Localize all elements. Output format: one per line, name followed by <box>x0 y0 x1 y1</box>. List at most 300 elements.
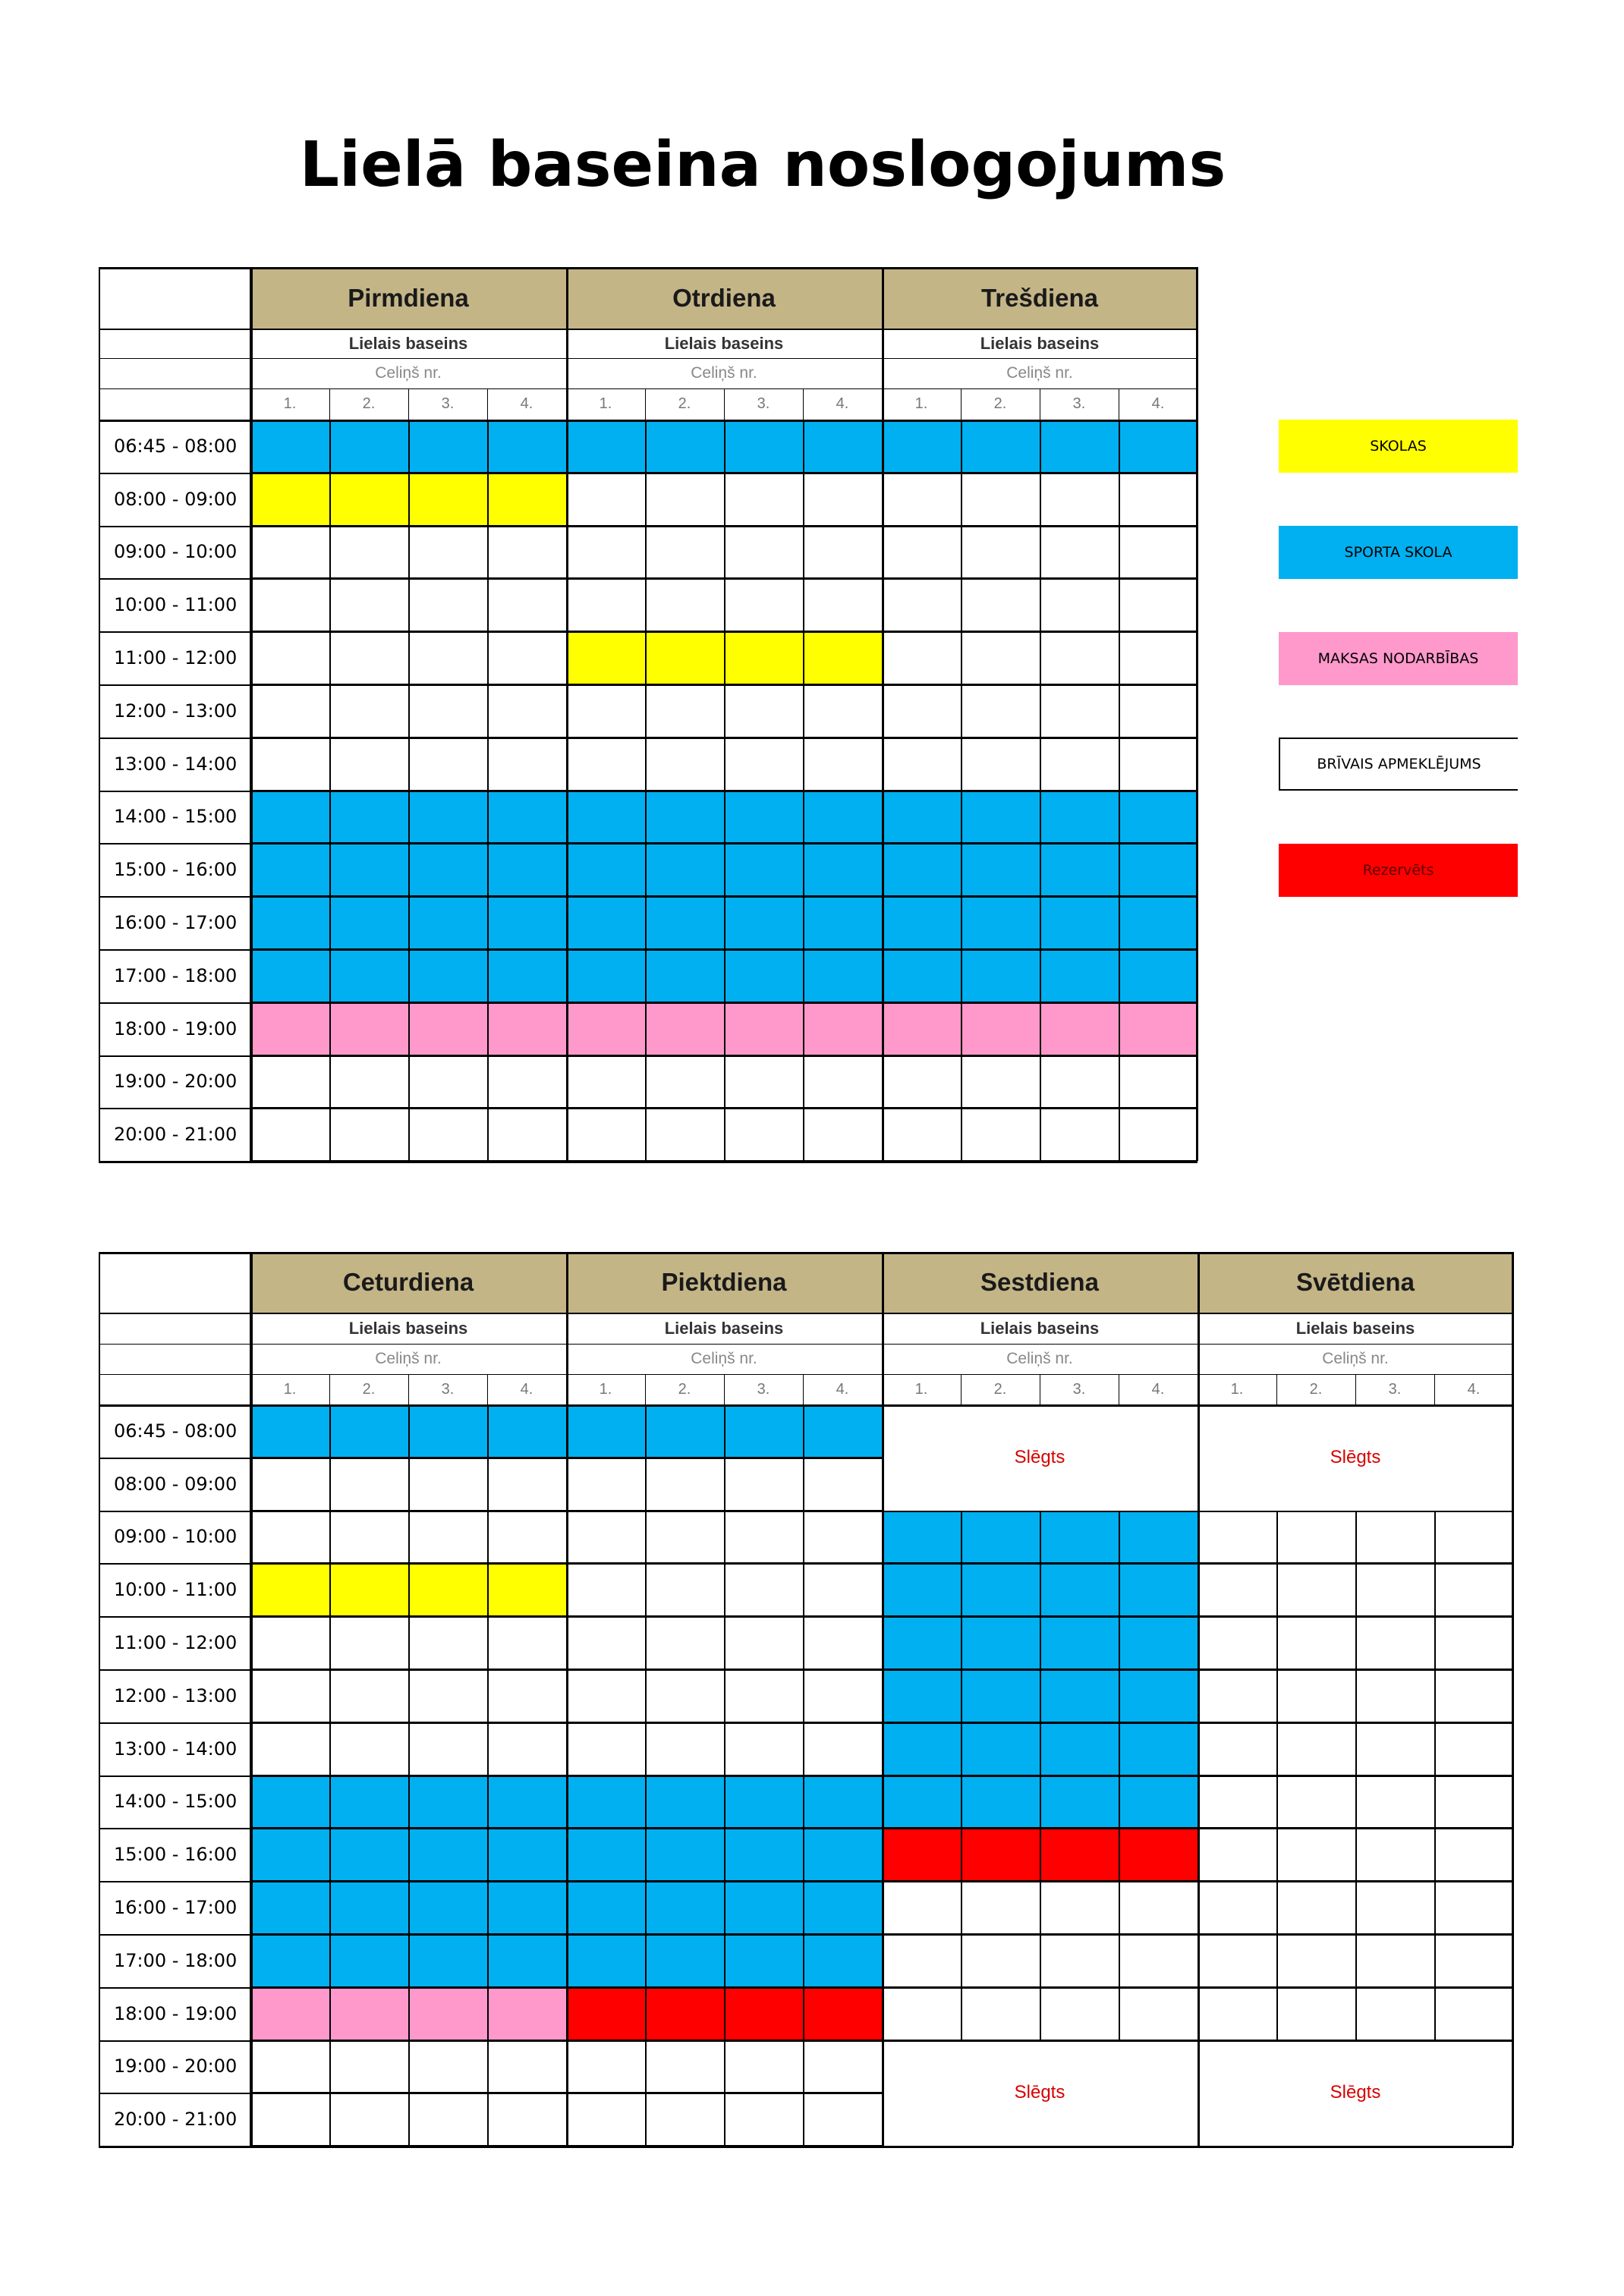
grid-line <box>487 1055 489 1109</box>
slot-cell <box>724 843 803 896</box>
slot-cell <box>1040 1934 1119 1987</box>
grid-line <box>329 1722 408 1724</box>
grid-line <box>250 267 252 1161</box>
grid-line <box>329 1669 408 1671</box>
grid-line <box>724 1616 803 1618</box>
slot-cell <box>645 1828 724 1881</box>
grid-line <box>99 388 1198 389</box>
grid-line <box>724 1458 803 1459</box>
grid-line <box>1119 1669 1198 1671</box>
slot-cell <box>1276 1881 1355 1934</box>
grid-line <box>329 631 331 684</box>
grid-line <box>99 949 250 951</box>
grid-line <box>1198 1987 1276 1989</box>
slot-cell <box>724 1722 803 1775</box>
grid-line <box>803 791 882 792</box>
slot-cell <box>329 1934 408 1987</box>
grid-line <box>724 1775 803 1777</box>
grid-line <box>803 1563 882 1565</box>
grid-line <box>645 526 647 579</box>
grid-line <box>645 684 724 686</box>
grid-line <box>645 843 647 896</box>
slot-cell <box>645 843 724 896</box>
grid-line <box>882 526 961 527</box>
slot-cell <box>250 1563 329 1616</box>
slot-cell <box>408 1002 487 1055</box>
slot-cell <box>408 1563 487 1616</box>
grid-line <box>724 1828 803 1829</box>
slot-cell <box>1119 1987 1198 2040</box>
slot-cell <box>566 949 645 1002</box>
grid-line <box>1040 1987 1041 2040</box>
grid-line <box>1040 1775 1041 1829</box>
grid-line <box>329 1055 408 1057</box>
grid-line <box>408 1374 409 1404</box>
grid-line <box>803 1404 804 1458</box>
slot-cell <box>803 1002 882 1055</box>
grid-line <box>408 1881 410 1934</box>
grid-line <box>1040 631 1041 684</box>
grid-line <box>487 1055 566 1057</box>
grid-line <box>1355 1669 1434 1671</box>
grid-line <box>99 2040 250 2042</box>
slot-cell <box>803 1563 882 1616</box>
slot-cell <box>566 1775 645 1829</box>
slot-cell <box>882 1055 961 1109</box>
time-label: 17:00 - 18:00 <box>114 964 238 986</box>
slot-cell <box>724 1881 803 1934</box>
slot-cell <box>250 473 329 526</box>
grid-line <box>487 1987 489 2040</box>
grid-line <box>961 473 1040 474</box>
grid-line <box>1040 1881 1041 1934</box>
slot-cell <box>1276 1511 1355 1564</box>
grid-line <box>566 1934 645 1936</box>
grid-line <box>566 1669 645 1671</box>
grid-line <box>803 1828 882 1829</box>
grid-line <box>724 896 725 949</box>
grid-line <box>961 1775 962 1829</box>
grid-line <box>1434 1616 1513 1618</box>
grid-line <box>408 1563 487 1565</box>
grid-line <box>803 526 804 579</box>
slot-cell <box>1119 1775 1198 1829</box>
slot-cell <box>724 1669 803 1722</box>
grid-line <box>803 684 804 738</box>
grid-line <box>408 631 487 633</box>
grid-line <box>1434 1374 1435 1404</box>
slot-cell <box>645 526 724 579</box>
grid-line <box>882 1616 961 1618</box>
grid-line <box>1040 1108 1041 1161</box>
grid-line <box>487 578 489 631</box>
slot-cell <box>329 1108 408 1161</box>
closed-block: Slēgts <box>882 1404 1198 1511</box>
grid-line <box>566 1775 645 1777</box>
grid-line <box>329 473 408 474</box>
grid-line <box>487 1722 489 1775</box>
grid-line <box>329 843 408 844</box>
grid-line <box>250 1987 329 1989</box>
grid-line <box>803 631 882 633</box>
slot-cell <box>1040 526 1119 579</box>
grid-line <box>645 1374 646 1404</box>
grid-line <box>99 1934 250 1936</box>
grid-line <box>250 1511 329 1512</box>
grid-line <box>487 949 489 1002</box>
grid-line <box>1355 1934 1434 1936</box>
slot-cell <box>803 684 882 738</box>
grid-line <box>487 1881 489 1934</box>
lane-number: 3. <box>1072 1380 1086 1398</box>
grid-line <box>1040 949 1119 951</box>
slot-cell <box>803 1881 882 1934</box>
grid-line <box>1040 1722 1119 1724</box>
time-label: 16:00 - 17:00 <box>114 1897 238 1919</box>
slot-cell <box>408 1511 487 1564</box>
slot-cell <box>1434 1563 1513 1616</box>
slot-cell <box>961 1108 1040 1161</box>
grid-line <box>961 1108 1040 1109</box>
grid-line <box>250 1775 329 1777</box>
slot-cell <box>566 1934 645 1987</box>
grid-line <box>1040 896 1041 949</box>
grid-line <box>1040 896 1119 898</box>
time-label: 19:00 - 20:00 <box>114 1071 238 1093</box>
slot-cell <box>329 1828 408 1881</box>
grid-line <box>487 631 566 633</box>
slot-cell <box>1198 1828 1276 1881</box>
grid-line <box>1040 1987 1119 1989</box>
grid-line <box>803 2093 882 2094</box>
grid-line <box>329 1458 331 1511</box>
slot-cell <box>408 791 487 844</box>
grid-line <box>803 388 804 420</box>
grid-line <box>1276 1722 1355 1724</box>
slot-cell <box>961 1775 1040 1829</box>
slot-cell <box>1198 1669 1276 1722</box>
grid-line <box>566 1722 645 1724</box>
slot-cell <box>329 949 408 1002</box>
day-header: Trešdiena <box>882 267 1198 329</box>
grid-line <box>1355 1669 1357 1722</box>
slot-cell <box>803 420 882 473</box>
grid-line <box>724 473 803 474</box>
grid-line <box>724 1563 725 1616</box>
slot-cell <box>645 631 724 684</box>
slot-cell <box>329 420 408 473</box>
slot-cell <box>250 949 329 1002</box>
slot-cell <box>1355 1881 1434 1934</box>
slot-cell <box>250 791 329 844</box>
grid-line <box>724 1934 803 1936</box>
grid-line <box>566 791 645 792</box>
grid-line <box>803 1458 882 1459</box>
grid-line <box>882 843 961 844</box>
grid-line <box>99 1458 250 1459</box>
lane-number: 3. <box>757 395 770 412</box>
grid-line <box>882 1108 961 1109</box>
slot-cell <box>803 1722 882 1775</box>
grid-line <box>99 843 250 844</box>
grid-line <box>645 631 724 633</box>
grid-line <box>487 388 488 420</box>
slot-cell <box>1355 1934 1434 1987</box>
grid-line <box>566 526 645 527</box>
slot-cell <box>250 578 329 631</box>
slot-cell <box>329 1987 408 2040</box>
day-header: Piektdiena <box>566 1252 882 1313</box>
grid-line <box>882 1934 961 1936</box>
slot-cell <box>487 1828 566 1881</box>
grid-line <box>1119 738 1198 739</box>
grid-line <box>1355 1828 1357 1881</box>
slot-cell <box>487 896 566 949</box>
slot-cell <box>566 1881 645 1934</box>
grid-line <box>1119 473 1120 526</box>
lane-label: Celiņš nr. <box>691 1350 757 1367</box>
slot-cell <box>1040 1722 1119 1775</box>
grid-line <box>99 1374 1513 1375</box>
slot-cell <box>1119 791 1198 844</box>
slot-cell <box>1119 1828 1198 1881</box>
grid-line <box>1276 1828 1355 1829</box>
grid-line <box>566 2093 645 2094</box>
grid-line <box>645 896 647 949</box>
slot-cell <box>1119 1002 1198 1055</box>
grid-line <box>329 1458 408 1459</box>
grid-line <box>329 1108 408 1109</box>
closed-block: Slēgts <box>1198 2040 1513 2147</box>
grid-line <box>99 1313 1513 1314</box>
grid-line <box>961 1775 1040 1777</box>
grid-line <box>645 473 724 474</box>
grid-line <box>1119 791 1198 792</box>
slot-cell <box>329 1669 408 1722</box>
grid-line <box>408 1458 410 1511</box>
grid-line <box>645 1458 647 1511</box>
grid-line <box>329 1002 408 1004</box>
slot-cell <box>487 1616 566 1669</box>
grid-line <box>487 1002 489 1055</box>
grid-line <box>408 473 410 526</box>
grid-line <box>329 791 408 792</box>
grid-line <box>566 1511 645 1512</box>
slot-cell <box>408 2040 487 2093</box>
grid-line <box>250 1881 329 1882</box>
slot-cell <box>408 1616 487 1669</box>
grid-line <box>803 1828 804 1881</box>
grid-line <box>99 526 250 527</box>
slot-cell <box>566 420 645 473</box>
time-label: 17:00 - 18:00 <box>114 1949 238 1971</box>
grid-line <box>329 1987 408 1989</box>
grid-line <box>99 1108 250 1109</box>
grid-line <box>1040 1881 1119 1882</box>
grid-line <box>487 578 566 580</box>
time-label: 18:00 - 19:00 <box>114 1017 238 1039</box>
grid-line <box>408 791 487 792</box>
slot-cell <box>645 1002 724 1055</box>
grid-line <box>1119 578 1198 580</box>
slot-cell <box>882 578 961 631</box>
grid-line <box>882 473 961 474</box>
grid-line <box>1276 1934 1355 1936</box>
lane-number: 4. <box>836 395 849 412</box>
grid-line <box>645 1002 724 1004</box>
grid-line <box>1119 896 1198 898</box>
grid-line <box>408 791 410 844</box>
grid-line <box>1040 578 1119 580</box>
grid-line <box>645 949 647 1002</box>
grid-line <box>1040 578 1041 631</box>
grid-line <box>961 1828 962 1881</box>
grid-line <box>961 1669 962 1722</box>
grid-line <box>961 526 1040 527</box>
grid-line <box>99 631 250 633</box>
slot-cell <box>487 791 566 844</box>
grid-line <box>882 1252 884 2146</box>
grid-line <box>1198 1252 1200 2146</box>
grid-line <box>1119 526 1198 527</box>
grid-line <box>408 2040 410 2093</box>
grid-line <box>803 526 882 527</box>
slot-cell <box>803 1511 882 1564</box>
slot-cell <box>645 791 724 844</box>
lane-number: 4. <box>836 1380 849 1398</box>
slot-cell <box>882 1987 961 2040</box>
slot-cell <box>645 1563 724 1616</box>
slot-cell <box>566 684 645 738</box>
grid-line <box>487 738 489 791</box>
slot-cell <box>724 1404 803 1458</box>
grid-line <box>803 843 804 896</box>
grid-line <box>1434 1722 1513 1724</box>
grid-line <box>250 949 329 951</box>
grid-line <box>1119 1511 1120 1564</box>
grid-line <box>408 1616 410 1669</box>
slot-cell <box>803 1055 882 1109</box>
grid-line <box>1040 1669 1041 1722</box>
slot-cell <box>408 578 487 631</box>
slot-cell <box>803 1669 882 1722</box>
slot-cell <box>1040 1775 1119 1829</box>
grid-line <box>645 473 647 526</box>
slot-cell <box>645 1722 724 1775</box>
slot-cell <box>1119 1934 1198 1987</box>
grid-line <box>487 631 489 684</box>
grid-line <box>961 1934 962 1987</box>
grid-line <box>961 578 1040 580</box>
grid-line <box>1198 1722 1276 1724</box>
slot-cell <box>645 738 724 791</box>
slot-cell <box>1040 1055 1119 1109</box>
slot-cell <box>329 1563 408 1616</box>
slot-cell <box>250 843 329 896</box>
grid-line <box>329 843 331 896</box>
lane-number: 1. <box>914 1380 928 1398</box>
grid-line <box>882 267 884 1161</box>
grid-line <box>1040 1563 1041 1616</box>
grid-line <box>724 473 725 526</box>
slot-cell <box>1119 1722 1198 1775</box>
grid-line <box>1040 1934 1041 1987</box>
slot-cell <box>1434 1511 1513 1564</box>
slot-cell <box>882 631 961 684</box>
slot-cell <box>566 526 645 579</box>
grid-line <box>1040 1055 1041 1109</box>
lane-number: 1. <box>283 1380 297 1398</box>
grid-line <box>250 2093 329 2094</box>
grid-line <box>408 631 410 684</box>
slot-cell <box>1119 526 1198 579</box>
grid-line <box>1119 1055 1120 1109</box>
grid-line <box>724 1511 725 1564</box>
grid-line <box>803 1108 882 1109</box>
grid-line <box>961 526 962 579</box>
grid-line <box>329 1404 331 1458</box>
grid-line <box>882 896 961 898</box>
grid-line <box>724 1108 803 1109</box>
grid-line <box>882 1511 961 1512</box>
grid-line <box>724 578 803 580</box>
grid-line <box>250 578 329 580</box>
grid-line <box>961 1987 962 2040</box>
grid-line <box>99 1344 1513 1345</box>
grid-line <box>961 1616 962 1669</box>
grid-line <box>961 843 962 896</box>
time-label: 19:00 - 20:00 <box>114 2055 238 2077</box>
slot-cell <box>645 1458 724 1511</box>
grid-line <box>1040 526 1041 579</box>
slot-cell <box>961 738 1040 791</box>
grid-line <box>487 1934 566 1936</box>
slot-cell <box>803 1404 882 1458</box>
slot-cell <box>724 896 803 949</box>
grid-line <box>961 1934 1040 1936</box>
grid-line <box>645 1881 647 1934</box>
slot-cell <box>645 1934 724 1987</box>
grid-line <box>882 2040 1198 2042</box>
grid-line <box>1198 1563 1276 1565</box>
time-label: 12:00 - 13:00 <box>114 700 238 722</box>
grid-line <box>724 1987 725 2040</box>
grid-line <box>1119 1934 1120 1987</box>
lane-label: Celiņš nr. <box>1006 1350 1073 1367</box>
slot-cell <box>1040 1669 1119 1722</box>
grid-line <box>645 1828 724 1829</box>
slot-cell <box>1119 1055 1198 1109</box>
slot-cell <box>882 1511 961 1564</box>
slot-cell <box>882 526 961 579</box>
grid-line <box>803 1775 882 1777</box>
slot-cell <box>329 791 408 844</box>
grid-line <box>566 896 645 898</box>
grid-line <box>1040 738 1119 739</box>
grid-line <box>803 1458 804 1511</box>
grid-line <box>487 1563 489 1616</box>
slot-cell <box>487 738 566 791</box>
grid-line <box>1119 843 1120 896</box>
slot-cell <box>487 1055 566 1109</box>
grid-line <box>329 1669 331 1722</box>
time-label: 13:00 - 14:00 <box>114 1738 238 1760</box>
slot-cell <box>1434 1722 1513 1775</box>
time-label: 10:00 - 11:00 <box>114 1579 238 1601</box>
grid-line <box>645 1722 647 1775</box>
grid-line <box>803 949 882 951</box>
grid-line <box>724 526 725 579</box>
